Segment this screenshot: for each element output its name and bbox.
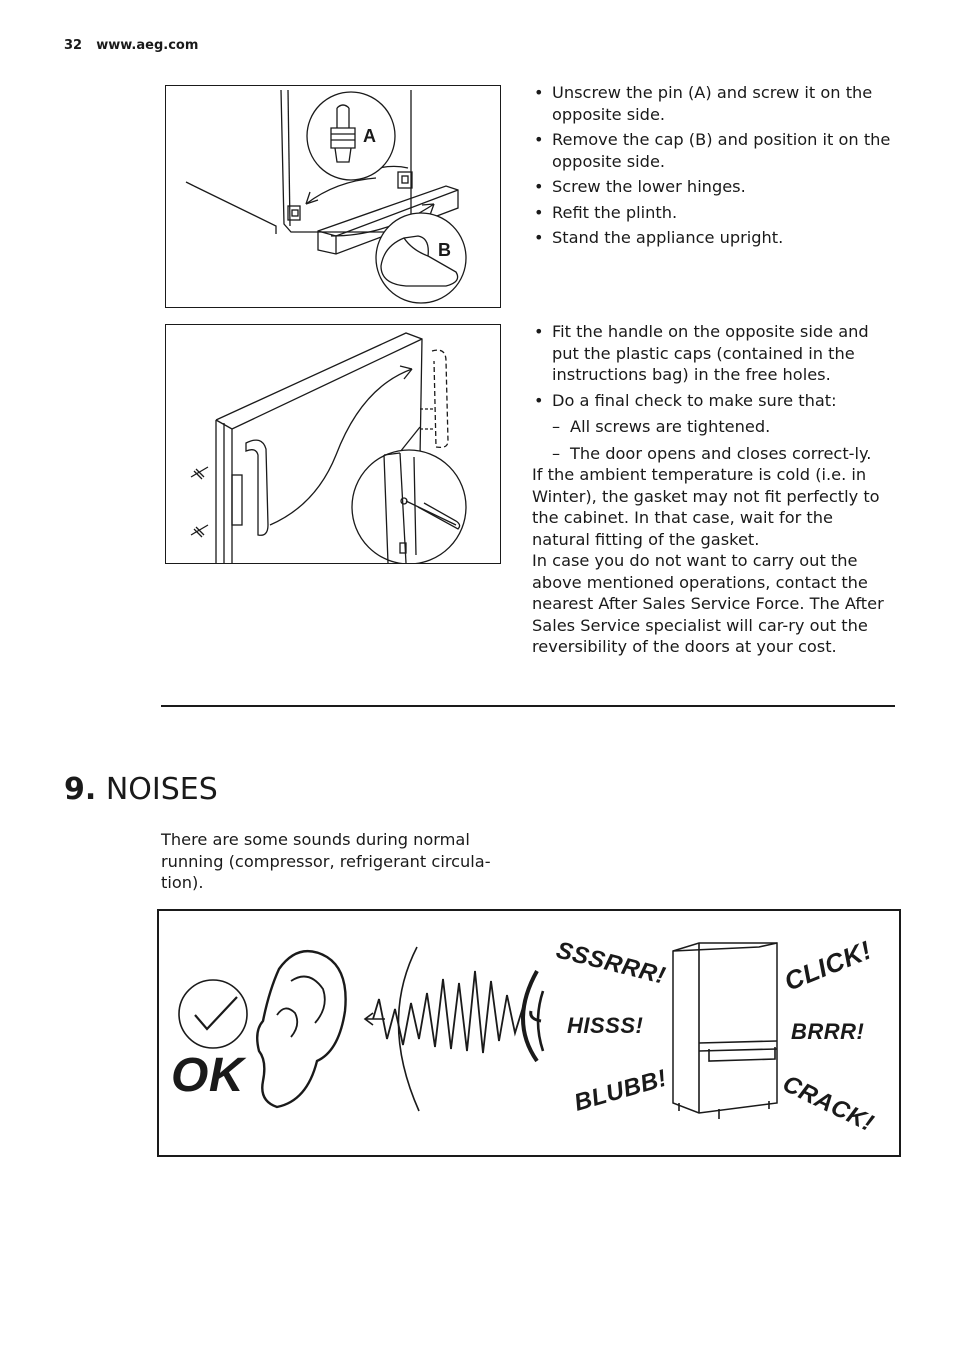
gasket-note: If the ambient temperature is cold (i.e. in Winter), the gasket may not fit perfectly to the cabinet. In that case, wait for the natural fitting of the gasket.: [532, 465, 880, 549]
instruction-item: • Stand the appliance upright.: [532, 227, 892, 249]
hinge-plinth-drawing: [166, 86, 500, 307]
section-number: 9.: [64, 772, 97, 807]
instruction-item: • Do a final check to make sure that:: [532, 390, 892, 412]
section-title: NOISES: [105, 772, 218, 807]
sound-wave: [373, 971, 523, 1053]
page-header: [64, 38, 198, 53]
hinge-plinth-illustration: [165, 85, 501, 308]
service-note: In case you do not want to carry out the above mentioned operations, contact the nearest After Sales Service Force. The After Sales Service specialist will car-ry out the reversibility of the doors at your cost.: [532, 551, 884, 656]
sound-click: CLICK!: [780, 934, 876, 997]
sound-crack: CRACK!: [778, 1070, 878, 1138]
page-number: 32: [64, 38, 83, 53]
ok-label: OK: [171, 1049, 244, 1102]
instruction-item: • Refit the plinth.: [532, 202, 892, 224]
instruction-item: • Fit the handle on the opposite side and put the plastic caps (contained in the instructions bag) in the free holes.: [532, 321, 892, 386]
fridge-icon: [673, 943, 777, 1113]
noises-drawing: [159, 911, 899, 1155]
noises-illustration: [157, 909, 901, 1157]
label-b: B: [438, 240, 451, 260]
noises-intro: There are some sounds during normal running (compressor, refrigerant circula-tion).: [161, 830, 491, 892]
instruction-item: • Remove the cap (B) and position it on the opposite side.: [532, 129, 892, 172]
ear-icon: [257, 951, 345, 1107]
check-item: – The door opens and closes correct-ly.: [532, 443, 892, 465]
website-url: www.aeg.com: [96, 38, 199, 53]
instruction-item: • Unscrew the pin (A) and screw it on the opposite side.: [532, 82, 892, 125]
section-divider: [161, 705, 895, 707]
check-item: – All screws are tightened.: [532, 416, 892, 438]
sound-sssrrr: SSSRRR!: [553, 936, 669, 990]
sound-hisss: HISSS!: [567, 1013, 644, 1038]
hinge-instructions: [532, 82, 892, 253]
sound-blubb: BLUBB!: [571, 1064, 670, 1117]
label-a: A: [363, 126, 376, 146]
handle-instructions: [532, 321, 892, 658]
handle-illustration: [165, 324, 501, 564]
check-icon: [195, 997, 237, 1029]
check-circle: [179, 980, 247, 1048]
section-heading: [64, 770, 218, 810]
instruction-item: • Screw the lower hinges.: [532, 176, 892, 198]
sound-brrr: BRRR!: [791, 1019, 865, 1044]
handle-drawing: [166, 325, 500, 563]
